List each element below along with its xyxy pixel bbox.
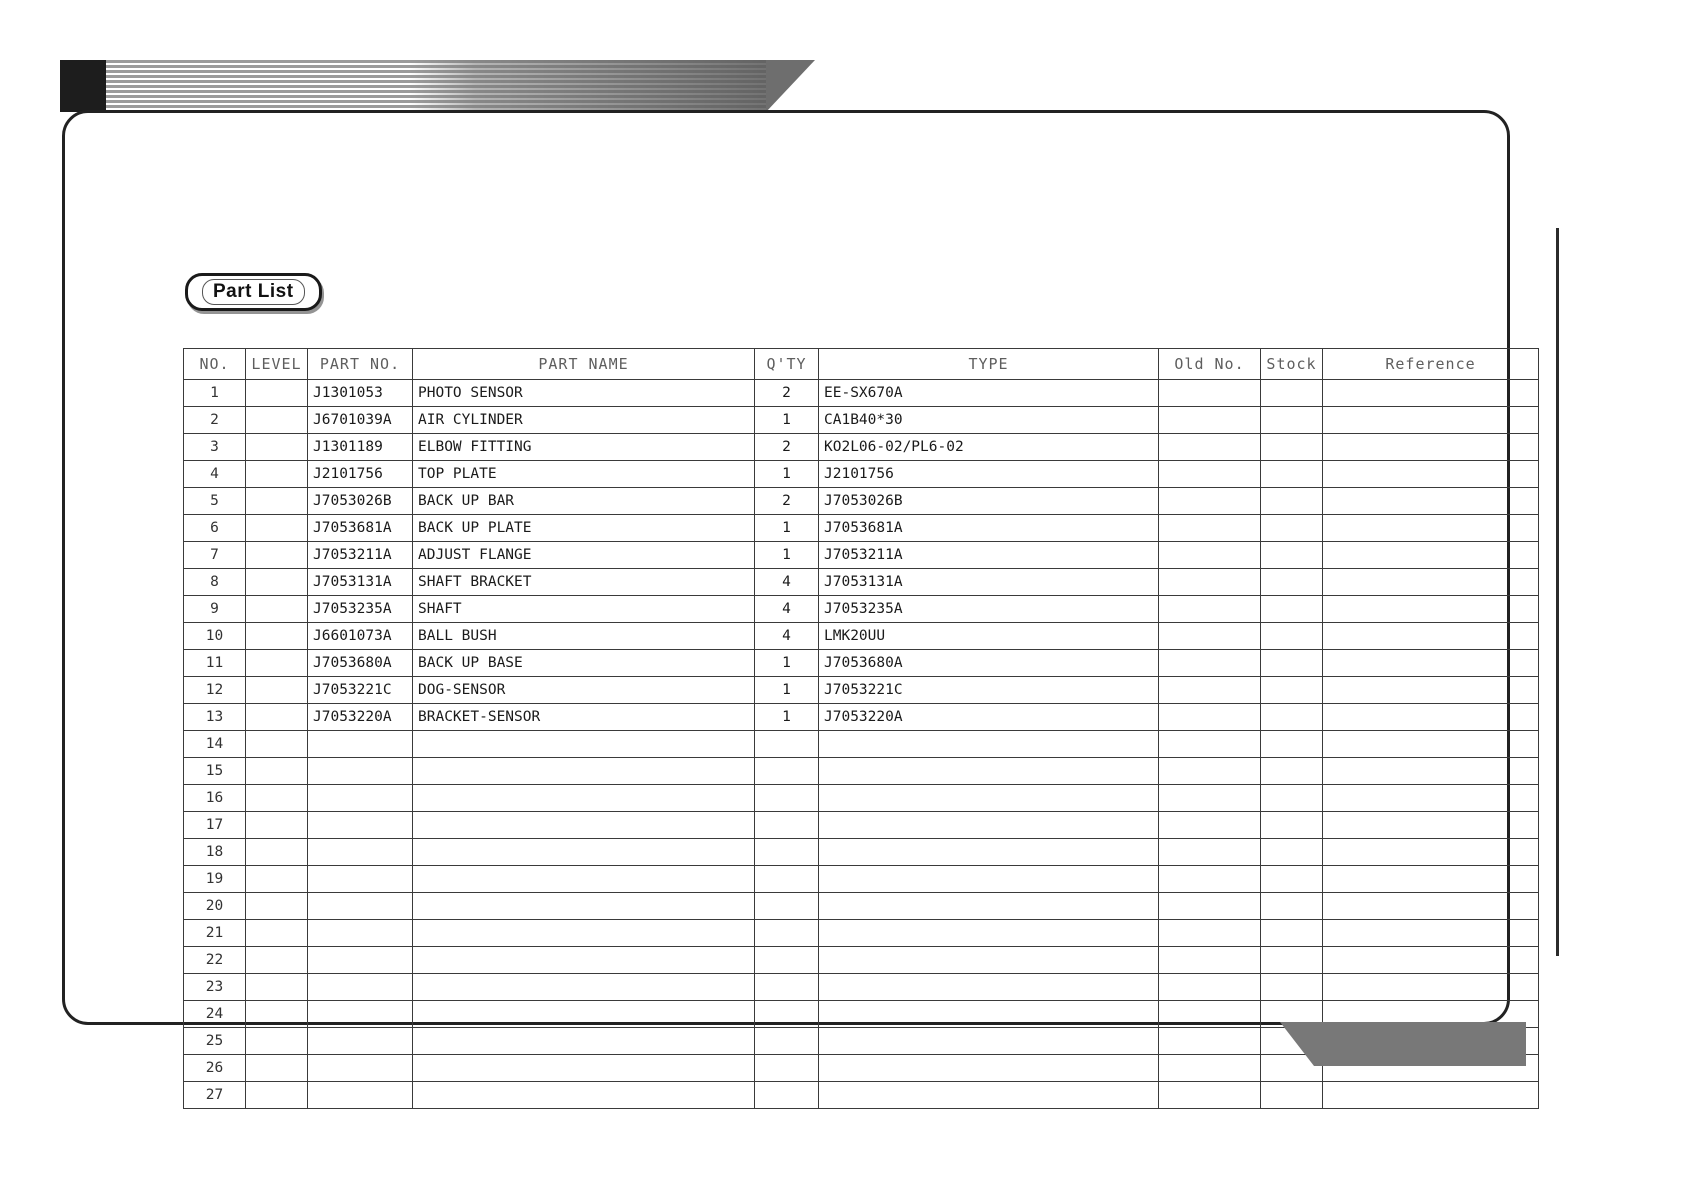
table-row[interactable] — [184, 974, 1539, 1001]
table-cell-part-name: SHAFT BRACKET — [413, 569, 755, 596]
table-cell-old-no — [1159, 515, 1261, 542]
table-cell-stock — [1261, 677, 1323, 704]
header-band-block — [60, 60, 106, 112]
table-cell-type: J2101756 — [819, 461, 1159, 488]
table-cell-reference — [1323, 488, 1539, 515]
table-cell-qty — [755, 1028, 819, 1055]
table-cell-no: 19 — [184, 866, 246, 893]
table-cell-no: 3 — [184, 434, 246, 461]
table-cell-part-name — [413, 812, 755, 839]
table-cell-reference — [1323, 677, 1539, 704]
table-cell-no: 6 — [184, 515, 246, 542]
table-cell-part-name — [413, 1055, 755, 1082]
table-cell-reference — [1323, 866, 1539, 893]
table-cell-stock — [1261, 380, 1323, 407]
table-cell-old-no — [1159, 650, 1261, 677]
table-cell-level — [246, 893, 308, 920]
footer-corner-fill — [1280, 1022, 1526, 1066]
table-cell-old-no — [1159, 758, 1261, 785]
table-cell-no: 16 — [184, 785, 246, 812]
table-cell-level — [246, 839, 308, 866]
table-cell-qty: 1 — [755, 704, 819, 731]
decorative-header-band — [60, 60, 815, 112]
table-cell-qty — [755, 812, 819, 839]
table-cell-part-no — [308, 974, 413, 1001]
table-cell-stock — [1261, 974, 1323, 1001]
table-cell-type: KO2L06-02/PL6-02 — [819, 434, 1159, 461]
table-row[interactable] — [184, 785, 1539, 812]
table-cell-no: 10 — [184, 623, 246, 650]
table-row[interactable] — [184, 893, 1539, 920]
table-cell-level — [246, 866, 308, 893]
table-row[interactable] — [184, 677, 1539, 704]
table-cell-part-name: ELBOW FITTING — [413, 434, 755, 461]
table-cell-old-no — [1159, 812, 1261, 839]
table-row[interactable] — [184, 407, 1539, 434]
table-cell-part-name: BACK UP BAR — [413, 488, 755, 515]
table-cell-part-no — [308, 1028, 413, 1055]
table-cell-type — [819, 866, 1159, 893]
table-row[interactable] — [184, 461, 1539, 488]
table-cell-no: 11 — [184, 650, 246, 677]
table-cell-no: 20 — [184, 893, 246, 920]
table-cell-level — [246, 704, 308, 731]
table-cell-reference — [1323, 623, 1539, 650]
table-cell-reference — [1323, 920, 1539, 947]
part-list-table — [183, 348, 1539, 1109]
table-cell-part-name: BACK UP BASE — [413, 650, 755, 677]
table-cell-no: 27 — [184, 1082, 246, 1109]
table-cell-level — [246, 974, 308, 1001]
table-cell-part-no: J7053220A — [308, 704, 413, 731]
table-cell-level — [246, 785, 308, 812]
table-cell-level — [246, 920, 308, 947]
table-cell-level — [246, 947, 308, 974]
table-cell-part-no — [308, 947, 413, 974]
table-row[interactable] — [184, 758, 1539, 785]
table-cell-no: 12 — [184, 677, 246, 704]
table-cell-part-no — [308, 812, 413, 839]
table-cell-old-no — [1159, 461, 1261, 488]
table-cell-qty: 2 — [755, 434, 819, 461]
table-row[interactable] — [184, 731, 1539, 758]
table-cell-part-no: J6701039A — [308, 407, 413, 434]
table-cell-no: 18 — [184, 839, 246, 866]
table-cell-stock — [1261, 461, 1323, 488]
table-cell-part-name — [413, 1001, 755, 1028]
table-cell-old-no — [1159, 1082, 1261, 1109]
table-cell-type — [819, 974, 1159, 1001]
table-cell-reference — [1323, 974, 1539, 1001]
table-cell-no: 9 — [184, 596, 246, 623]
table-row[interactable] — [184, 488, 1539, 515]
table-row[interactable] — [184, 947, 1539, 974]
table-cell-part-name: BACK UP PLATE — [413, 515, 755, 542]
table-cell-old-no — [1159, 947, 1261, 974]
table-cell-stock — [1261, 596, 1323, 623]
table-cell-reference — [1323, 812, 1539, 839]
table-cell-qty — [755, 1055, 819, 1082]
table-cell-part-no — [308, 1082, 413, 1109]
table-cell-no: 17 — [184, 812, 246, 839]
table-cell-part-name: AIR CYLINDER — [413, 407, 755, 434]
table-cell-reference — [1323, 596, 1539, 623]
table-cell-reference — [1323, 569, 1539, 596]
table-cell-type — [819, 839, 1159, 866]
decorative-footer-corner — [1280, 1022, 1526, 1066]
table-cell-old-no — [1159, 731, 1261, 758]
header-band-stripes — [106, 60, 766, 112]
table-cell-reference — [1323, 434, 1539, 461]
table-row[interactable] — [184, 704, 1539, 731]
table-cell-stock — [1261, 542, 1323, 569]
table-cell-qty: 4 — [755, 623, 819, 650]
table-cell-type: J7053680A — [819, 650, 1159, 677]
table-cell-qty: 1 — [755, 542, 819, 569]
table-cell-stock — [1261, 893, 1323, 920]
column-header-reference: Reference — [1323, 349, 1539, 380]
table-cell-qty — [755, 974, 819, 1001]
column-header-level: LEVEL — [246, 349, 308, 380]
part-list-badge-label: Part List — [202, 279, 305, 305]
table-cell-level — [246, 380, 308, 407]
table-cell-type: J7053235A — [819, 596, 1159, 623]
table-cell-qty: 1 — [755, 461, 819, 488]
table-row[interactable] — [184, 866, 1539, 893]
column-header-old-no: Old No. — [1159, 349, 1261, 380]
table-cell-type — [819, 1055, 1159, 1082]
table-cell-stock — [1261, 569, 1323, 596]
table-cell-reference — [1323, 1082, 1539, 1109]
table-cell-type: J7053026B — [819, 488, 1159, 515]
table-row[interactable] — [184, 380, 1539, 407]
table-cell-type — [819, 920, 1159, 947]
part-list-table-wrapper — [183, 348, 1530, 1109]
table-cell-part-name: TOP PLATE — [413, 461, 755, 488]
table-cell-stock — [1261, 785, 1323, 812]
table-cell-part-no: J7053681A — [308, 515, 413, 542]
table-cell-part-no: J7053026B — [308, 488, 413, 515]
table-cell-level — [246, 488, 308, 515]
table-cell-no: 5 — [184, 488, 246, 515]
table-cell-old-no — [1159, 866, 1261, 893]
table-cell-part-no — [308, 731, 413, 758]
table-cell-part-name — [413, 785, 755, 812]
table-cell-no: 8 — [184, 569, 246, 596]
table-cell-part-name: ADJUST FLANGE — [413, 542, 755, 569]
table-row[interactable] — [184, 623, 1539, 650]
table-cell-old-no — [1159, 407, 1261, 434]
table-cell-part-name — [413, 866, 755, 893]
table-cell-qty — [755, 1001, 819, 1028]
table-cell-part-no: J7053211A — [308, 542, 413, 569]
table-cell-part-no — [308, 1001, 413, 1028]
table-cell-level — [246, 1055, 308, 1082]
table-cell-part-name: BALL BUSH — [413, 623, 755, 650]
table-cell-stock — [1261, 488, 1323, 515]
table-cell-old-no — [1159, 488, 1261, 515]
table-cell-reference — [1323, 893, 1539, 920]
table-cell-stock — [1261, 812, 1323, 839]
table-cell-level — [246, 569, 308, 596]
table-cell-type: J7053220A — [819, 704, 1159, 731]
table-cell-level — [246, 812, 308, 839]
table-cell-old-no — [1159, 380, 1261, 407]
table-row[interactable] — [184, 839, 1539, 866]
table-cell-reference — [1323, 542, 1539, 569]
table-cell-stock — [1261, 434, 1323, 461]
table-cell-part-name — [413, 1082, 755, 1109]
table-cell-part-no — [308, 866, 413, 893]
table-cell-part-name: SHAFT — [413, 596, 755, 623]
table-cell-part-no — [308, 920, 413, 947]
table-cell-old-no — [1159, 596, 1261, 623]
table-cell-part-no — [308, 785, 413, 812]
table-cell-level — [246, 407, 308, 434]
table-cell-no: 1 — [184, 380, 246, 407]
table-cell-part-name: DOG-SENSOR — [413, 677, 755, 704]
header-band-corner — [766, 60, 815, 112]
part-list-table-body — [184, 380, 1539, 1109]
table-cell-part-no: J6601073A — [308, 623, 413, 650]
table-cell-no: 13 — [184, 704, 246, 731]
table-cell-level — [246, 1001, 308, 1028]
table-cell-qty: 2 — [755, 488, 819, 515]
table-cell-stock — [1261, 623, 1323, 650]
table-cell-qty — [755, 785, 819, 812]
table-cell-old-no — [1159, 1055, 1261, 1082]
table-cell-old-no — [1159, 1001, 1261, 1028]
column-header-part-no: PART NO. — [308, 349, 413, 380]
table-cell-stock — [1261, 1082, 1323, 1109]
table-cell-type: J7053211A — [819, 542, 1159, 569]
table-cell-level — [246, 650, 308, 677]
column-header-type: TYPE — [819, 349, 1159, 380]
table-cell-type — [819, 1028, 1159, 1055]
table-cell-qty — [755, 758, 819, 785]
table-cell-no: 15 — [184, 758, 246, 785]
table-row[interactable] — [184, 434, 1539, 461]
table-cell-reference — [1323, 515, 1539, 542]
table-cell-qty: 1 — [755, 677, 819, 704]
table-cell-qty: 1 — [755, 515, 819, 542]
table-cell-stock — [1261, 515, 1323, 542]
column-header-no: NO. — [184, 349, 246, 380]
table-cell-type: EE-SX670A — [819, 380, 1159, 407]
table-cell-qty: 4 — [755, 569, 819, 596]
table-cell-reference — [1323, 731, 1539, 758]
table-cell-part-no: J1301053 — [308, 380, 413, 407]
part-list-badge — [185, 273, 322, 311]
table-cell-no: 22 — [184, 947, 246, 974]
table-cell-stock — [1261, 758, 1323, 785]
table-cell-no: 23 — [184, 974, 246, 1001]
table-cell-old-no — [1159, 920, 1261, 947]
table-cell-old-no — [1159, 1028, 1261, 1055]
table-cell-type: J7053221C — [819, 677, 1159, 704]
table-cell-qty: 1 — [755, 650, 819, 677]
table-cell-qty — [755, 893, 819, 920]
table-cell-reference — [1323, 650, 1539, 677]
table-cell-old-no — [1159, 785, 1261, 812]
table-row[interactable] — [184, 650, 1539, 677]
table-cell-no: 2 — [184, 407, 246, 434]
table-row[interactable] — [184, 1082, 1539, 1109]
table-cell-qty: 4 — [755, 596, 819, 623]
table-cell-qty: 2 — [755, 380, 819, 407]
table-cell-reference — [1323, 461, 1539, 488]
table-cell-type: J7053681A — [819, 515, 1159, 542]
table-cell-level — [246, 1028, 308, 1055]
table-cell-type — [819, 893, 1159, 920]
table-cell-reference — [1323, 704, 1539, 731]
table-row[interactable] — [184, 920, 1539, 947]
table-cell-part-name — [413, 1028, 755, 1055]
table-cell-stock — [1261, 866, 1323, 893]
table-cell-reference — [1323, 947, 1539, 974]
table-cell-part-name — [413, 731, 755, 758]
table-cell-part-no: J1301189 — [308, 434, 413, 461]
table-cell-part-no — [308, 758, 413, 785]
table-cell-old-no — [1159, 434, 1261, 461]
table-cell-level — [246, 1082, 308, 1109]
table-cell-part-no: J7053221C — [308, 677, 413, 704]
table-cell-stock — [1261, 947, 1323, 974]
table-cell-part-name: BRACKET-SENSOR — [413, 704, 755, 731]
table-cell-stock — [1261, 704, 1323, 731]
table-cell-old-no — [1159, 974, 1261, 1001]
table-cell-no: 7 — [184, 542, 246, 569]
table-cell-no: 4 — [184, 461, 246, 488]
table-cell-type — [819, 947, 1159, 974]
table-cell-reference — [1323, 380, 1539, 407]
table-cell-type: LMK20UU — [819, 623, 1159, 650]
table-cell-part-no — [308, 839, 413, 866]
document-sheet — [62, 110, 1510, 1103]
table-header-row — [184, 349, 1539, 380]
column-header-qty: Q'TY — [755, 349, 819, 380]
table-cell-type: CA1B40*30 — [819, 407, 1159, 434]
table-cell-old-no — [1159, 677, 1261, 704]
table-cell-part-name — [413, 758, 755, 785]
table-cell-stock — [1261, 839, 1323, 866]
column-header-part-name: PART NAME — [413, 349, 755, 380]
table-row[interactable] — [184, 542, 1539, 569]
table-cell-old-no — [1159, 569, 1261, 596]
table-cell-qty — [755, 731, 819, 758]
table-cell-old-no — [1159, 704, 1261, 731]
table-cell-level — [246, 515, 308, 542]
table-cell-old-no — [1159, 839, 1261, 866]
table-cell-reference — [1323, 407, 1539, 434]
table-cell-no: 14 — [184, 731, 246, 758]
table-row[interactable] — [184, 569, 1539, 596]
table-cell-reference — [1323, 839, 1539, 866]
table-cell-level — [246, 542, 308, 569]
right-edge-rule — [1556, 228, 1559, 956]
table-cell-level — [246, 677, 308, 704]
table-cell-part-no: J7053131A — [308, 569, 413, 596]
table-cell-type — [819, 731, 1159, 758]
table-cell-type — [819, 812, 1159, 839]
column-header-stock: Stock — [1261, 349, 1323, 380]
table-cell-no: 26 — [184, 1055, 246, 1082]
table-cell-qty — [755, 1082, 819, 1109]
table-cell-qty: 1 — [755, 407, 819, 434]
table-cell-level — [246, 758, 308, 785]
table-cell-type: J7053131A — [819, 569, 1159, 596]
table-cell-stock — [1261, 407, 1323, 434]
table-cell-reference — [1323, 758, 1539, 785]
table-cell-part-no — [308, 1055, 413, 1082]
table-cell-old-no — [1159, 542, 1261, 569]
table-cell-part-name: PHOTO SENSOR — [413, 380, 755, 407]
table-cell-part-no: J2101756 — [308, 461, 413, 488]
table-cell-type — [819, 758, 1159, 785]
table-cell-qty — [755, 920, 819, 947]
table-cell-level — [246, 596, 308, 623]
table-cell-part-no: J7053680A — [308, 650, 413, 677]
table-cell-stock — [1261, 920, 1323, 947]
table-row[interactable] — [184, 596, 1539, 623]
table-cell-level — [246, 623, 308, 650]
table-cell-part-name — [413, 947, 755, 974]
table-cell-level — [246, 731, 308, 758]
table-cell-reference — [1323, 785, 1539, 812]
table-cell-type — [819, 785, 1159, 812]
table-cell-qty — [755, 839, 819, 866]
table-cell-type — [819, 1001, 1159, 1028]
table-cell-stock — [1261, 731, 1323, 758]
table-cell-level — [246, 434, 308, 461]
table-cell-part-name — [413, 974, 755, 1001]
table-cell-part-no: J7053235A — [308, 596, 413, 623]
table-cell-qty — [755, 947, 819, 974]
table-cell-no: 24 — [184, 1001, 246, 1028]
table-cell-level — [246, 461, 308, 488]
table-cell-type — [819, 1082, 1159, 1109]
table-row[interactable] — [184, 515, 1539, 542]
table-cell-old-no — [1159, 623, 1261, 650]
table-cell-part-name — [413, 920, 755, 947]
table-cell-no: 21 — [184, 920, 246, 947]
table-cell-stock — [1261, 650, 1323, 677]
table-cell-old-no — [1159, 893, 1261, 920]
table-cell-qty — [755, 866, 819, 893]
table-cell-part-name — [413, 839, 755, 866]
table-row[interactable] — [184, 812, 1539, 839]
table-cell-part-name — [413, 893, 755, 920]
table-cell-no: 25 — [184, 1028, 246, 1055]
table-cell-part-no — [308, 893, 413, 920]
